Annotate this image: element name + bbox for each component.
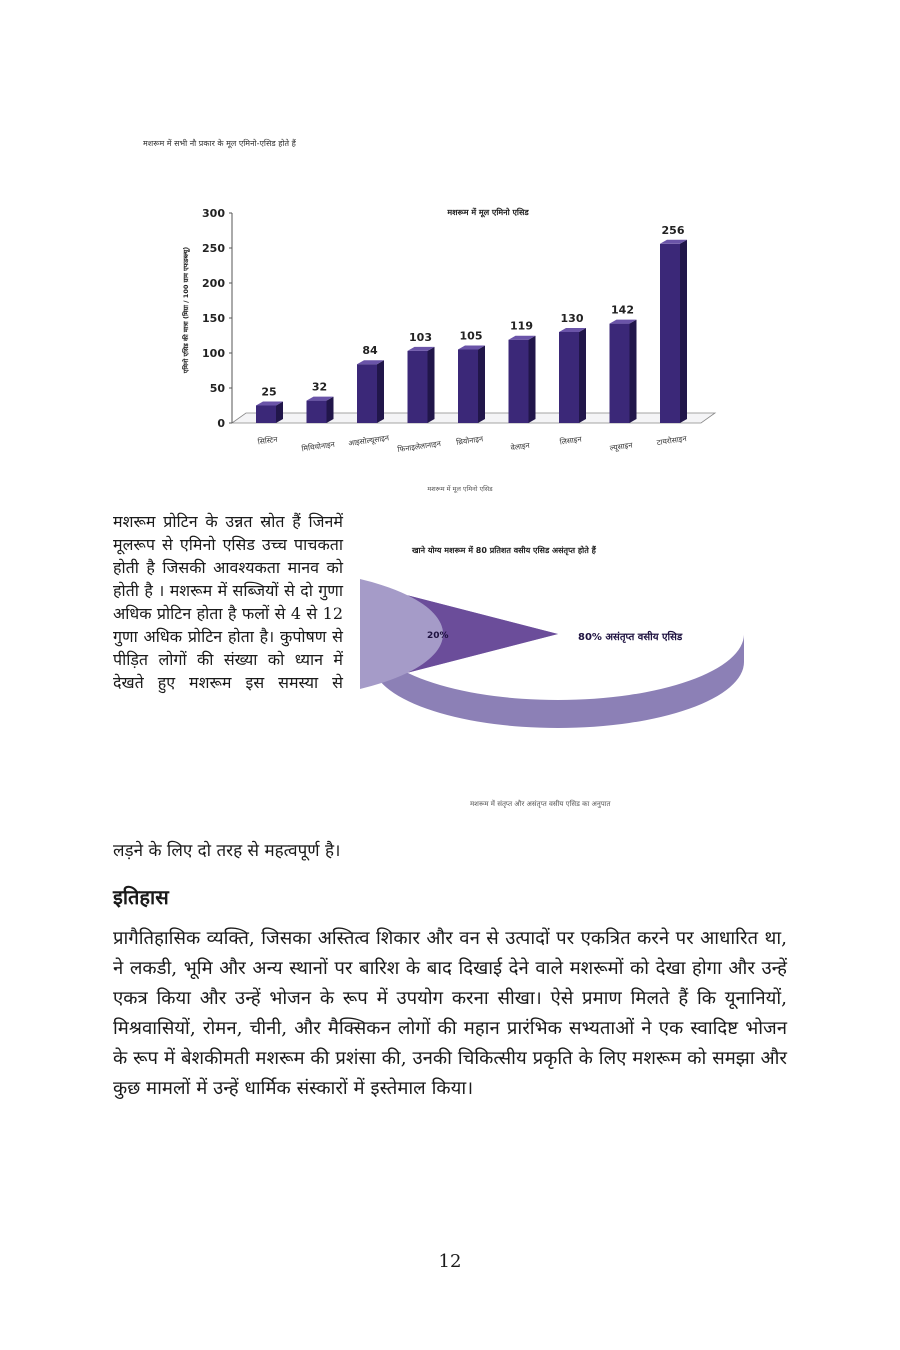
- bar: [357, 364, 377, 423]
- fatty-acid-pie-chart: [360, 560, 760, 740]
- category-label: ल्यूसाइन: [609, 440, 633, 453]
- bar-side: [428, 347, 435, 423]
- bar-side: [377, 360, 384, 423]
- y-tick-label: 200: [202, 277, 225, 290]
- wrapped-intro-tail: लड़ने के लिए दो तरह से महत्वपूर्ण है।: [113, 841, 341, 861]
- bar: [256, 406, 276, 424]
- bar-data-label: 32: [311, 380, 328, 394]
- category-label: आइसोल्यूसाइन: [347, 433, 390, 448]
- bar-side: [478, 346, 485, 424]
- bar-side: [630, 320, 637, 423]
- y-tick-label: 250: [202, 242, 225, 255]
- bar-data-label: 256: [661, 223, 685, 237]
- category-label: लिसाइन: [559, 434, 583, 447]
- bar: [458, 350, 478, 424]
- bar-data-label: 84: [362, 344, 378, 358]
- bar-data-label: 105: [459, 329, 483, 343]
- bar-chart-ylabel: एमिनो एसिड की मात्रा (मिग्रा / 100 ग्राम एफडब्ल्यू): [182, 246, 190, 374]
- bar-chart-title: मशरूम में मूल एमिनो एसिड: [447, 208, 529, 217]
- bar: [610, 324, 630, 423]
- y-tick-label: 0: [217, 417, 225, 430]
- bar-side: [579, 328, 586, 423]
- wrapped-intro-text: मशरूम प्रोटिन के उन्नत स्रोत हैं जिनमें मूलरूप से एमिनो एसिड उच्च पाचकता होती है जिसकी आवश्यकता मानव को होती है । मशरूम में सब्जियों से दो गुणा अधिक प्रोटिन होता है फलों से 4 से 12 गुणा अधिक प्रोटिन होता है। कुपोषण से पीड़ित लोगों की संख्या को ध्यान में देखते हुए मशरूम इस समस्या से: [113, 512, 343, 692]
- figure-caption-top: मशरूम में सभी नौ प्रकार के मूल एमिनो-एसिड होते हैं: [143, 139, 296, 148]
- bar: [509, 340, 529, 423]
- bar: [307, 401, 327, 423]
- bar-data-label: 103: [409, 330, 432, 344]
- bar-side: [529, 336, 536, 423]
- y-tick-label: 300: [202, 207, 225, 220]
- y-tick-label: 150: [202, 312, 225, 325]
- bar: [408, 351, 428, 423]
- bar-side: [327, 397, 334, 423]
- bar-chart-xlabel: मशरूम में मूल एमिनो एसिड: [427, 485, 493, 493]
- bar-data-label: 25: [261, 385, 277, 399]
- category-label: मिथियोनाइन: [300, 439, 336, 454]
- bar-side: [680, 240, 687, 423]
- section-heading-history: इतिहास: [113, 885, 169, 909]
- bar: [559, 332, 579, 423]
- history-paragraph: प्रागैतिहासिक व्यक्ति, जिसका अस्तित्व शिकार और वन से उत्पादों पर एकत्रित करने पर आधारित था, ने लकडी, भूमि और अन्य स्थानों पर बारिश के बाद दिखाई देने वाले मशरूमों को देखा होगा और उन्हें एकत्र किया और उन्हें भोजन के रूप में उपयोग करना सीखा। ऐसे प्रमाण मिलते हैं कि यूनानियों, मिश्रवासियों, रोमन, चीनी, और मैक्सिकन लोगों की महान प्रारंभिक सभ्यताओं ने एक स्वादिष्ट भोजन के रूप में बेशकीमती मशरूम की प्रशंसा की, उनकी चिकित्सीय प्रकृति के लिए मशरूम को समझा और कुछ मामलों में उन्हें धार्मिक संस्कारों में इस्तेमाल किया।: [113, 928, 787, 1099]
- category-label: सिस्टिन: [257, 434, 279, 447]
- pie-label-unsaturated: 80% असंतृप्त वसीय एसिड: [578, 632, 683, 643]
- pie-label-saturated: 20%: [427, 631, 449, 641]
- y-tick-label: 50: [209, 382, 225, 395]
- bar-data-label: 130: [560, 312, 584, 325]
- bar-data-label: 119: [510, 319, 533, 333]
- page-number: 12: [438, 1251, 462, 1272]
- category-label: फिनाइलेलानाइन: [396, 439, 442, 455]
- category-label: टायरोसाइन: [656, 433, 688, 448]
- pie-chart-caption: मशरूम में संतृप्त और असंतृप्त वसीय एसिड का अनुपात: [470, 800, 611, 808]
- bar-data-label: 142: [611, 303, 634, 317]
- amino-acid-bar-chart: [170, 190, 730, 500]
- bar: [660, 244, 680, 423]
- pie-chart-title: खाने योग्य मशरूम में 80 प्रतिशत वसीय एसिड असंतृप्त होते हैं: [412, 546, 596, 555]
- category-label: वेलाइन: [510, 440, 531, 453]
- y-tick-label: 100: [202, 347, 225, 360]
- category-label: थ्रियोनाइन: [455, 434, 484, 447]
